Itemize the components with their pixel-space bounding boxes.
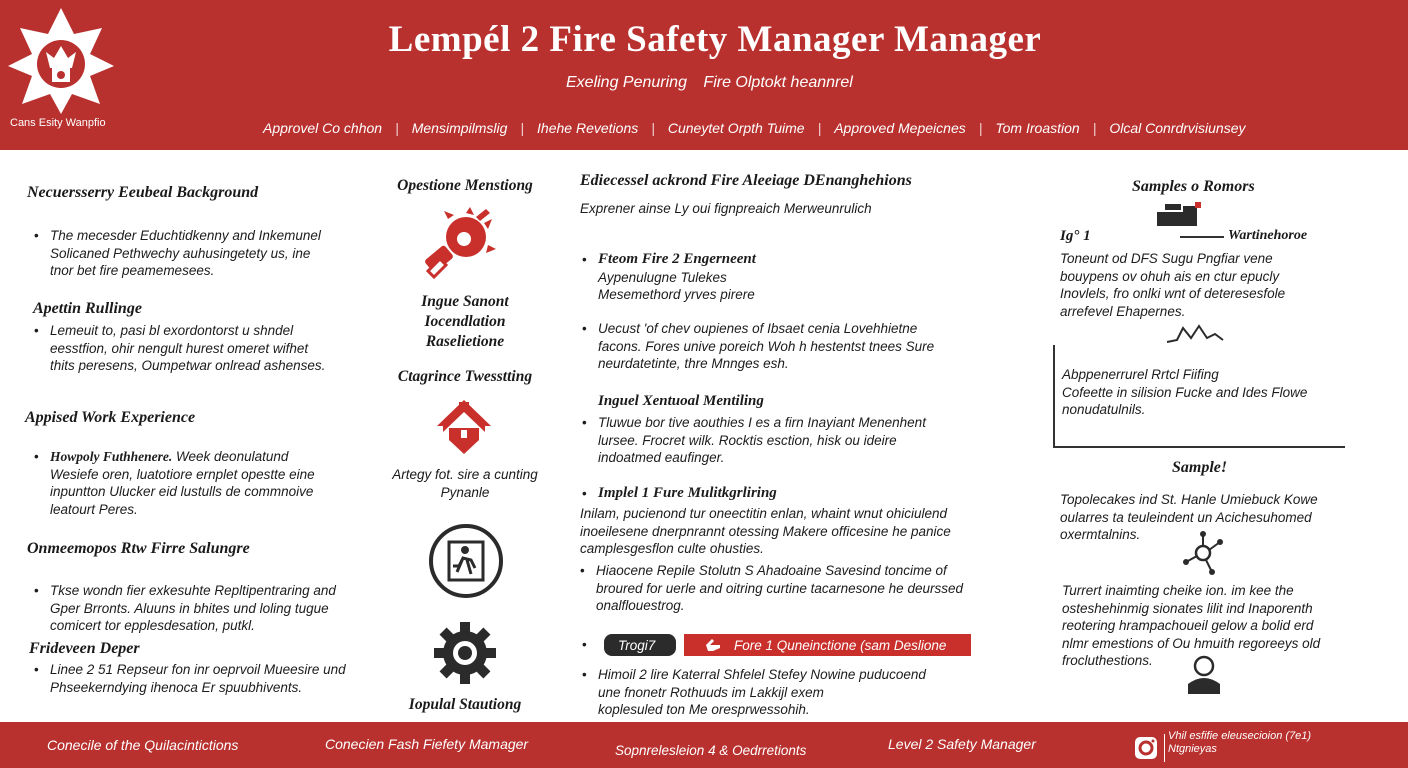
text-line: tnor bet fire peamemesees. <box>50 263 215 278</box>
middle-bullet-6 <box>598 666 998 719</box>
section-title-onmeemopos: Onmeemopos Rtw Firre Salungre <box>27 540 250 557</box>
text-line: Inovlels, fro onlki wnt of deteresesfole <box>1060 286 1286 301</box>
subtitle-left: Exeling Penuring <box>566 74 687 91</box>
text-line: Artegy fot. sire a cunting <box>392 467 538 482</box>
middle-bullet-4-title <box>598 485 998 503</box>
text-line: • Linee 2 51 Repseur fon inr oeprvoil Mueesire und <box>50 662 346 677</box>
bold-lead: Howpoly Futhhenere. <box>50 449 173 464</box>
text-line: camplesgesflon culte ohusties. <box>580 541 764 556</box>
text-line: Phseekerndying ihenoca Er spuubhivents. <box>50 679 303 695</box>
middle-bullet-3 <box>598 414 998 467</box>
text-line: onalflouestrog. <box>596 598 685 613</box>
footer-contact <box>1168 730 1311 756</box>
gear-icon <box>432 620 498 686</box>
text-line: Ingue Sanont <box>421 293 509 310</box>
text-span: Week deonulatund <box>176 449 289 464</box>
text-line: • Tkse wondn fier exkesuhte Repltipentraring and <box>50 583 336 598</box>
middle-bullet-2 <box>598 320 998 373</box>
text-line: Pynanle <box>440 485 490 500</box>
page-title: Lempél 2 Fire Safety Manager Manager <box>388 19 1042 60</box>
text-line: koplesuled ton Me oresprwessohih. <box>598 702 810 717</box>
text-line: • Himoil 2 lire Katerral Shfelel Stefey Nowine puducoend <box>598 667 926 682</box>
right-paragraph-1 <box>1060 250 1360 320</box>
middle-intro: Exprener ainse Ly oui fignpreaich Merweunrulich <box>580 201 872 216</box>
nav-item-ihehe-revetions[interactable]: Ihehe Revetions <box>537 120 639 136</box>
top-nav <box>250 118 1400 138</box>
subtitle-right: Fire Olptokt heannrel <box>703 74 853 91</box>
text-line: Topolecakes ind St. Hanle Umiebuck Kowe <box>1060 492 1318 507</box>
text-line: Cofeette in silision Fucke and Ides Flowe <box>1062 384 1308 400</box>
footer-divider <box>1164 734 1165 762</box>
text-line: arrefevel Ehapernes. <box>1060 303 1186 319</box>
nav-item-mensimpilmslig[interactable]: Mensimpilmslig <box>411 120 508 136</box>
right-ig-label: Ig° 1 <box>1060 228 1091 244</box>
center-small-text <box>370 466 560 502</box>
bullet-title: • Implel 1 Fure Mulitkgrliring <box>598 485 777 501</box>
text-line: thits peresens, Oumpetwar onlread ashenses. <box>50 358 326 373</box>
fire-extinguisher-icon <box>418 205 498 285</box>
text-line: Gper Brronts. Aluuns in bhites und loling tugue <box>50 600 329 616</box>
camera-icon[interactable] <box>1133 735 1159 761</box>
line-graph-icon <box>1165 320 1225 348</box>
text-line: nlmr emestions of Ou hmuith regoreeys old <box>1062 635 1321 651</box>
right-sample-title: Sample! <box>1172 459 1228 476</box>
right-title: Samples o Romors <box>1132 178 1255 195</box>
tag-bullet-dot: • <box>582 637 587 652</box>
tag-red[interactable] <box>684 634 971 656</box>
text-line: Vhil esfifie eleusecioion (7e1) <box>1168 730 1312 742</box>
nav-separator: | <box>1092 120 1097 136</box>
nav-item-approvel[interactable]: Approvel Co chhon <box>263 120 383 136</box>
text-line: inoeilesene dnerpnrannt otessing Makere officesine he panice <box>580 523 951 539</box>
nav-separator: | <box>817 120 822 136</box>
footer-link-3[interactable]: Sopnrelesleion 4 & Oedrretionts <box>615 743 807 758</box>
text-line: • Lemeuit to, pasi bl exordontorst u shndel <box>50 323 294 338</box>
text-line: • The mecesder Educhtidkenny and Inkemunel <box>50 228 321 243</box>
frideveen-bullet <box>50 661 370 696</box>
text-line: osteshehinmig sionates lilit ind Inaporenth <box>1062 600 1313 616</box>
text-line: broured for uerle and oitring curtine tacarnesone he deurssed <box>596 580 963 596</box>
text-line: Mesemethord yrves pirere <box>598 287 755 302</box>
text-line: Wesiefe oren, luatotiore ernplet opestte eine <box>50 466 315 482</box>
right-paragraph-2 <box>1062 366 1352 419</box>
text-line: Raselietione <box>425 333 505 350</box>
text-line: oularres ta teuleindent un Acichesuhomed <box>1060 509 1312 525</box>
text-line: lursee. Frocret wilk. Rocktis esction, hisk ou ideire <box>598 432 897 448</box>
page-subtitle <box>560 74 859 92</box>
section-title-background: Necuersserry Eeubeal Background <box>27 184 259 201</box>
text-line: neurdatetinte, thre Mnnges esh. <box>598 356 789 371</box>
text-line: Toneunt od DFS Sugu Pngfiar vene <box>1060 251 1273 266</box>
center-title: Opestione Menstiong <box>397 177 533 194</box>
tag-dark[interactable]: Trogi7 <box>604 634 676 656</box>
middle-bullet-1 <box>598 251 998 304</box>
text-line: une fnonetr Rothuuds im Lakkijl exem <box>598 684 824 700</box>
connector-line <box>1180 236 1224 238</box>
text-line <box>50 448 370 466</box>
text-line: Iocendlation <box>424 313 506 330</box>
text-line: Aypenulugne Tulekes <box>598 269 727 285</box>
nav-item-cuneytet[interactable]: Cuneytet Orpth Tuime <box>667 120 805 136</box>
middle-paragraph-4 <box>580 505 1000 558</box>
text-line: oxermtalnins. <box>1060 527 1141 542</box>
nav-separator: | <box>651 120 655 136</box>
text-line: Abppenerrurel Rrtcl Fiifing <box>1062 367 1219 382</box>
section-title-apettin: Apettin Rullinge <box>33 300 142 317</box>
text-line: Inilam, pucienond tur oneectitin enlan, whaint wnut ohiciulend <box>580 506 947 521</box>
footer-link-2[interactable]: Conecien Fash Fiefety Mamager <box>325 736 529 752</box>
middle-subtitle-3: Inguel Xentuoal Mentiling <box>598 393 764 409</box>
text-line: comicert tor epplesdesation, putkl. <box>50 618 255 633</box>
section-title-work-experience: Appised Work Experience <box>25 409 196 426</box>
text-line: nonudatulnils. <box>1062 402 1146 417</box>
text-line: bouypens ov ohuh ais en ctur epucly <box>1060 268 1280 284</box>
fire-house-icon <box>433 396 495 458</box>
text-line: • Hiaocene Repile Stolutn S Ahadoaine Savesind toncime of <box>596 563 947 578</box>
text-line: leatourt Peres. <box>50 501 138 517</box>
work-experience-bullet <box>50 448 370 518</box>
nav-separator: | <box>395 120 399 136</box>
text-line: Solicaned Pethwechy auhusingetety us, ine <box>50 245 311 261</box>
text-line: Ntgnieyas <box>1168 743 1217 755</box>
footer-banner <box>0 722 1408 768</box>
middle-title: Ediecessel ackrond Fire Aleeiage DEnanghehions <box>580 172 912 189</box>
middle-bullet-5 <box>596 562 1001 615</box>
box-border-left <box>1053 345 1055 447</box>
bullet-title: • Fteom Fire 2 Engerneent <box>598 251 756 267</box>
footer-link-1[interactable]: Conecile of the Quilacintictions <box>47 737 239 753</box>
center-bottom-label: Iopulal Stautiong <box>408 696 522 713</box>
text-line: facons. Fores unive poreich Woh h hestentst tnees Sure <box>598 338 935 354</box>
footer-link-4[interactable]: Level 2 Safety Manager <box>888 736 1036 752</box>
center-label-ingue <box>390 292 540 352</box>
fire-truck-icon <box>1155 200 1203 230</box>
logo-caption: Cans Esity Wanpfio <box>10 117 106 129</box>
text-line: • Uecust 'of chev oupienes of Ibsaet cenia Lovehhietne <box>598 321 918 336</box>
center-title-2: Ctagrince Twesstting <box>397 368 533 385</box>
text-line: Turrert inaimting cheike ion. im kee the <box>1062 583 1294 598</box>
nav-item-approved-mepeicnes[interactable]: Approved Mepeicnes <box>834 120 966 136</box>
section-title-frideveen: Frideveen Deper <box>29 640 140 657</box>
apettin-bullet <box>50 322 370 375</box>
nav-item-tom-iroastion[interactable]: Tom Iroastion <box>995 120 1080 136</box>
firefighter-person-icon <box>1186 654 1222 694</box>
nav-separator: | <box>520 120 525 136</box>
hand-icon <box>704 637 722 653</box>
background-bullet <box>50 227 370 280</box>
header-banner <box>0 0 1408 150</box>
onmeemopos-bullet <box>50 582 370 635</box>
right-wart-label: Wartinehoroe <box>1228 228 1308 243</box>
nav-separator: | <box>978 120 983 136</box>
text-line: indoatmed eaufinger. <box>598 450 725 465</box>
tag-red-label: Fore 1 Quneinctione (sam Deslione <box>734 637 947 653</box>
fire-department-logo-icon[interactable] <box>6 6 116 116</box>
text-line: inpuntton Ulucker eid lustulls de commnoive <box>50 484 314 499</box>
text-line: • Tluwue bor tive aouthies I es a firn Inayiant Menenhent <box>598 415 926 430</box>
text-line: frocluthestions. <box>1062 653 1153 668</box>
nav-item-olcal[interactable]: Olcal Conrdrvisiunsey <box>1109 120 1246 136</box>
box-border-bottom <box>1053 446 1345 448</box>
network-nodes-icon <box>1180 530 1226 576</box>
text-line: eesstfion, ohir nengult hurest omeret wifhet <box>50 340 309 356</box>
emergency-exit-icon <box>427 522 505 600</box>
text-line: reotering hrampachoueil gelow a bolid erd <box>1062 618 1314 633</box>
